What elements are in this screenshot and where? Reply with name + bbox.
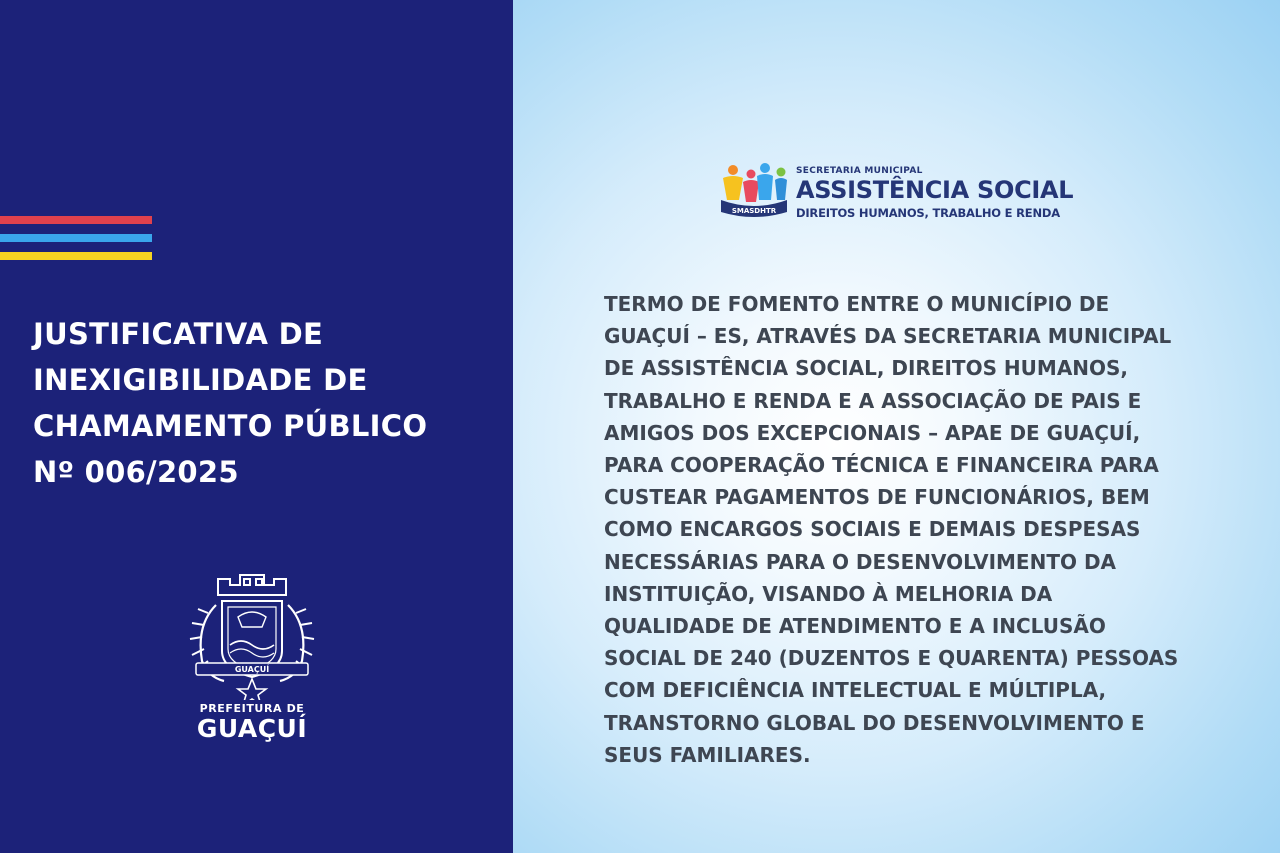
prefeitura-city-name: GUAÇUÍ (196, 714, 308, 743)
secretaria-label: SECRETARIA MUNICIPAL (796, 166, 923, 176)
document-description (604, 288, 1224, 771)
description-line: QUALIDADE DE ATENDIMENTO E A INCLUSÃO (604, 614, 1106, 639)
left-panel (0, 0, 513, 853)
description-line: INSTITUIÇÃO, VISANDO À MELHORIA DA (604, 581, 1053, 606)
city-coat-of-arms-icon (178, 565, 326, 700)
secretaria-badge-text: SMASDHTR (731, 207, 777, 215)
secretaria-logo (719, 160, 1089, 222)
description-line: TRABALHO E RENDA E A ASSOCIAÇÃO DE PAIS E (604, 388, 1142, 413)
description-line: TERMO DE FOMENTO ENTRE O MUNICÍPIO DE (604, 292, 1110, 316)
description-line: TRANSTORNO GLOBAL DO DESENVOLVIMENTO E (604, 710, 1145, 735)
title-line: JUSTIFICATIVA DE (33, 317, 324, 351)
document-title (33, 311, 503, 495)
description-line: SEUS FAMILIARES. (604, 742, 811, 767)
description-line: AMIGOS DOS EXCEPCIONAIS – APAE DE GUAÇUÍ, (604, 420, 1141, 445)
yellow-stripe (0, 252, 152, 260)
description-line: PARA COOPERAÇÃO TÉCNICA E FINANCEIRA PARA (604, 453, 1159, 478)
blue-stripe (0, 234, 152, 242)
secretaria-name: ASSISTÊNCIA SOCIAL (796, 176, 1074, 204)
prefeitura-label: PREFEITURA DE (199, 702, 305, 715)
description-line: NECESSÁRIAS PARA O DESENVOLVIMENTO DA (604, 549, 1117, 574)
description-line: COM DEFICIÊNCIA INTELECTUAL E MÚLTIPLA, (604, 678, 1107, 703)
crest-banner-text: GUAÇUÍ (234, 665, 270, 674)
description-line: CUSTEAR PAGAMENTOS DE FUNCIONÁRIOS, BEM (604, 485, 1150, 510)
secretaria-subtitle: DIREITOS HUMANOS, TRABALHO E RENDA (796, 206, 1060, 220)
description-line: DE ASSISTÊNCIA SOCIAL, DIREITOS HUMANOS, (604, 356, 1129, 381)
prefeitura-logo (180, 702, 324, 742)
description-line: GUAÇUÍ – ES, ATRAVÉS DA SECRETARIA MUNICIPAL (604, 324, 1172, 349)
title-line: CHAMAMENTO PÚBLICO (33, 409, 428, 443)
people-group-icon (719, 160, 789, 222)
red-stripe (0, 216, 152, 224)
title-line: INEXIGIBILIDADE DE (33, 363, 368, 397)
description-line: COMO ENCARGOS SOCIAIS E DEMAIS DESPESAS (604, 517, 1141, 542)
description-line: SOCIAL DE 240 (DUZENTOS E QUARENTA) PESSOAS (604, 646, 1179, 671)
right-panel (513, 0, 1280, 853)
title-line: Nº 006/2025 (33, 455, 239, 489)
